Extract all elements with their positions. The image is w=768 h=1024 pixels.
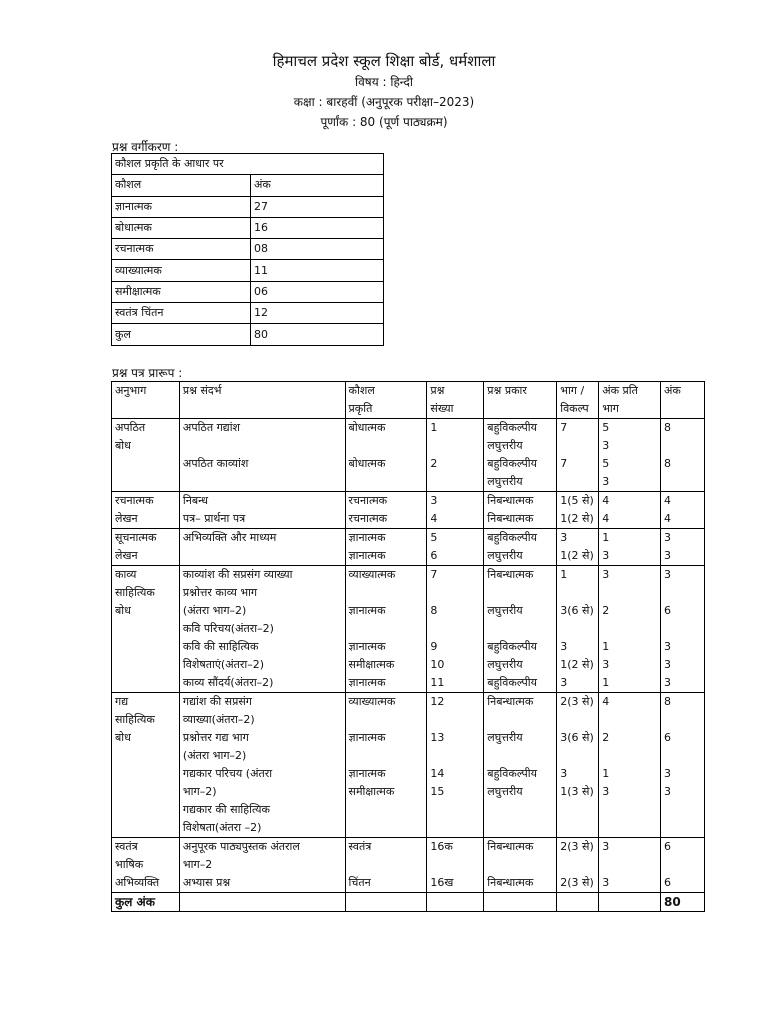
total-label-cell: कुल अंक: [112, 893, 180, 912]
section-data-cell: 6 6: [661, 838, 705, 893]
paper-header-cell: भाग / विकल्प: [557, 382, 599, 419]
skill-marks-cell: 80: [251, 324, 384, 345]
total-empty-cell: [345, 893, 427, 912]
section-data-cell: 7 8 9 10 11: [427, 566, 484, 693]
subject-line: विषय : हिन्दी: [354, 75, 414, 89]
section-data-cell: 3 1(2 से): [557, 529, 599, 566]
skill-row: [112, 324, 384, 345]
skill-caption: कौशल प्रकृति के आधार पर: [112, 154, 384, 175]
section-data-cell: 1 3(6 से) 3 1(2 से) 3: [557, 566, 599, 693]
section-name-cell: रचनात्मक लेखन: [112, 492, 180, 529]
skill-row: [112, 303, 384, 324]
section-data-cell: बहुविकल्पीय लघुत्तरीय बहुविकल्पीय लघुत्तरीय: [484, 419, 557, 492]
total-empty-cell: [484, 893, 557, 912]
section-data-cell: बोधात्मक बोधात्मक: [345, 419, 427, 492]
skill-row: [112, 239, 384, 260]
paper-header-cell: कौशल प्रकृति: [345, 382, 427, 419]
class-line: कक्षा : बारहवीं (अनुपूरक परीक्षा–2023): [293, 95, 475, 109]
section-name-cell: काव्य साहित्यिक बोध: [112, 566, 180, 693]
section-data-cell: 3 3: [661, 529, 705, 566]
skill-name-cell: समीक्षात्मक: [112, 281, 251, 302]
section-data-cell: 3 2 1 3 1: [599, 566, 661, 693]
section-data-cell: 2(3 से) 3(6 से) 3 1(3 से): [557, 693, 599, 838]
section-data-cell: 4 4: [661, 492, 705, 529]
paper-total-row: [112, 893, 705, 912]
section-data-cell: व्याख्यात्मक ज्ञानात्मक ज्ञानात्मक समीक्षात्मक ज्ञानात्मक: [345, 566, 427, 693]
section-data-cell: अभिव्यक्ति और माध्यम: [179, 529, 345, 566]
section-data-cell: निबन्धात्मक निबन्धात्मक: [484, 492, 557, 529]
paper-header-cell: अंक प्रति भाग: [599, 382, 661, 419]
total-empty-cell: [557, 893, 599, 912]
section-data-cell: 16क 16ख: [427, 838, 484, 893]
section-data-cell: 5 3 5 3: [599, 419, 661, 492]
paper-section-row: [112, 419, 705, 492]
paper-section-row: [112, 693, 705, 838]
skill-row: [112, 281, 384, 302]
section-name-cell: स्वतंत्र भाषिक अभिव्यक्ति: [112, 838, 180, 893]
section-data-cell: 4 2 1 3: [599, 693, 661, 838]
section-data-cell: 4 4: [599, 492, 661, 529]
paper-header-cell: अंक: [661, 382, 705, 419]
section-data-cell: 7 7: [557, 419, 599, 492]
total-empty-cell: [599, 893, 661, 912]
section-data-cell: 12 13 14 15: [427, 693, 484, 838]
skill-header-row: [112, 175, 384, 196]
classification-label: प्रश्न वर्गीकरण :: [112, 140, 179, 154]
section-data-cell: 8 6 3 3: [661, 693, 705, 838]
skill-table: [111, 153, 384, 346]
skill-marks-cell: 12: [251, 303, 384, 324]
paper-section-row: [112, 838, 705, 893]
section-data-cell: 1 3: [599, 529, 661, 566]
marks-line: पूर्णांक : 80 (पूर्ण पाठ्यक्रम): [320, 115, 448, 129]
skill-row: [112, 196, 384, 217]
skill-caption-row: [112, 154, 384, 175]
skill-row: [112, 260, 384, 281]
section-data-cell: 5 6: [427, 529, 484, 566]
section-data-cell: निबन्धात्मक लघुत्तरीय बहुविकल्पीय लघुत्तरीय: [484, 693, 557, 838]
section-data-cell: 3 6 3 3 3: [661, 566, 705, 693]
paper-header-cell: अनुभाग: [112, 382, 180, 419]
skill-name-cell: रचनात्मक: [112, 239, 251, 260]
skill-header-cell: कौशल: [112, 175, 251, 196]
total-value-cell: 80: [661, 893, 705, 912]
section-data-cell: बहुविकल्पीय लघुत्तरीय: [484, 529, 557, 566]
skill-row: [112, 217, 384, 238]
board-title: हिमाचल प्रदेश स्कूल शिक्षा बोर्ड, धर्मशाला: [272, 52, 496, 70]
skill-name-cell: ज्ञानात्मक: [112, 196, 251, 217]
section-data-cell: 1(5 से) 1(2 से): [557, 492, 599, 529]
section-name-cell: गद्य साहित्यिक बोध: [112, 693, 180, 838]
total-empty-cell: [179, 893, 345, 912]
section-data-cell: 1 2: [427, 419, 484, 492]
section-data-cell: अनुपूरक पाठ्यपुस्तक अंतराल भाग–2 अभ्यास प्रश्न: [179, 838, 345, 893]
paper-section-row: [112, 566, 705, 693]
paper-format-label: प्रश्न पत्र प्रारूप :: [112, 366, 183, 380]
section-data-cell: स्वतंत्र चिंतन: [345, 838, 427, 893]
paper-header-cell: प्रश्न प्रकार: [484, 382, 557, 419]
skill-name-cell: व्याख्यात्मक: [112, 260, 251, 281]
skill-marks-cell: 11: [251, 260, 384, 281]
section-data-cell: निबन्धात्मक निबन्धात्मक: [484, 838, 557, 893]
skill-name-cell: स्वतंत्र चिंतन: [112, 303, 251, 324]
section-name-cell: अपठित बोध: [112, 419, 180, 492]
paper-format-table: [111, 381, 705, 912]
section-data-cell: 3 4: [427, 492, 484, 529]
section-data-cell: निबन्ध पत्र– प्रार्थना पत्र: [179, 492, 345, 529]
document-header: [0, 50, 768, 132]
skill-marks-cell: 16: [251, 217, 384, 238]
paper-section-row: [112, 492, 705, 529]
section-data-cell: व्याख्यात्मक ज्ञानात्मक ज्ञानात्मक समीक्षात्मक: [345, 693, 427, 838]
skill-marks-cell: 06: [251, 281, 384, 302]
paper-header-cell: प्रश्न संदर्भ: [179, 382, 345, 419]
section-data-cell: 2(3 से) 2(3 से): [557, 838, 599, 893]
section-name-cell: सूचनात्मक लेखन: [112, 529, 180, 566]
section-data-cell: 8 8: [661, 419, 705, 492]
skill-name-cell: कुल: [112, 324, 251, 345]
section-data-cell: ज्ञानात्मक ज्ञानात्मक: [345, 529, 427, 566]
paper-header-cell: प्रश्न संख्या: [427, 382, 484, 419]
section-data-cell: 3 3: [599, 838, 661, 893]
section-data-cell: काव्यांश की सप्रसंग व्याख्या प्रश्नोत्तर काव्य भाग (अंतरा भाग–2) कवि परिचय(अंतरा–2) कवि की साहित्यिक विशेषताएं(अंतरा–2) काव्य सौंदर्य(अंतरा–2): [179, 566, 345, 693]
skill-name-cell: बोधात्मक: [112, 217, 251, 238]
section-data-cell: रचनात्मक रचनात्मक: [345, 492, 427, 529]
section-data-cell: गद्यांश की सप्रसंग व्याख्या(अंतरा–2) प्रश्नोत्तर गद्य भाग (अंतरा भाग–2) गद्यकार परिचय (अंतरा भाग–2) गद्यकार की साहित्यिक विशेषता(अंतरा –2): [179, 693, 345, 838]
skill-marks-cell: 08: [251, 239, 384, 260]
section-data-cell: निबन्धात्मक लघुत्तरीय बहुविकल्पीय लघुत्तरीय बहुविकल्पीय: [484, 566, 557, 693]
skill-marks-cell: 27: [251, 196, 384, 217]
paper-section-row: [112, 529, 705, 566]
total-empty-cell: [427, 893, 484, 912]
section-data-cell: अपठित गद्यांश अपठित काव्यांश: [179, 419, 345, 492]
paper-header-row: [112, 382, 705, 419]
skill-header-cell: अंक: [251, 175, 384, 196]
